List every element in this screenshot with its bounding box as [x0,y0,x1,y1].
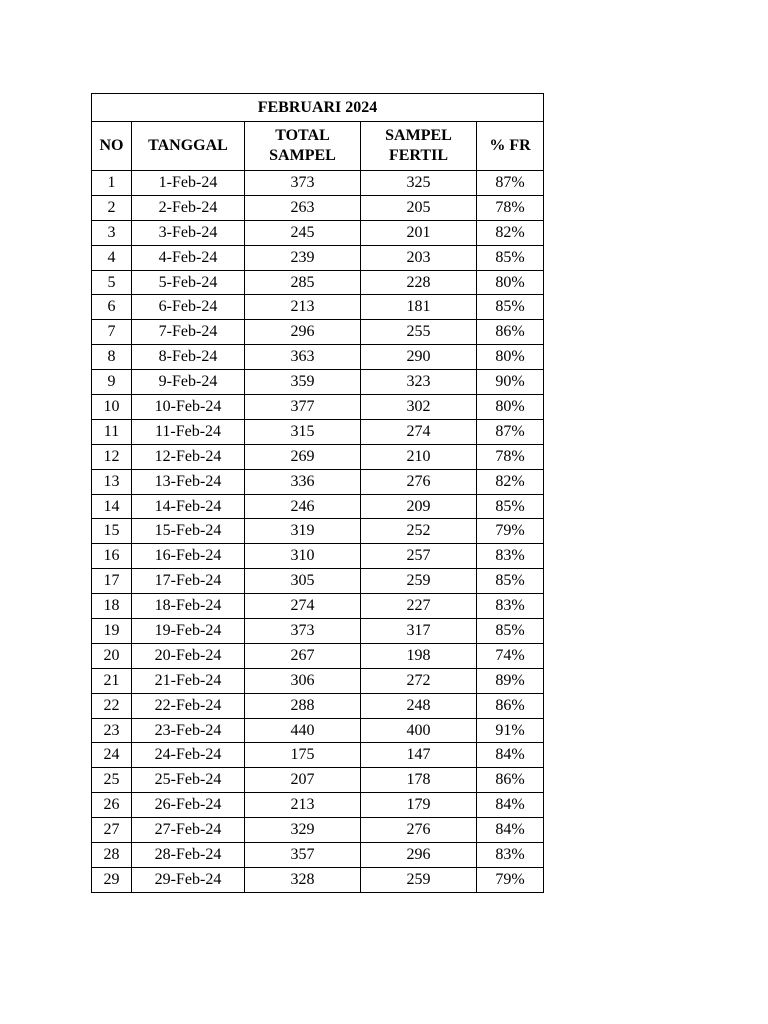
cell-no: 20 [92,643,132,668]
cell-fertility-rate: 84% [477,743,544,768]
cell-date: 10-Feb-24 [132,395,245,420]
table-title-row [92,94,544,122]
table-row [92,270,544,295]
cell-date: 1-Feb-24 [132,171,245,196]
cell-fertility-rate: 86% [477,768,544,793]
cell-fertile-sample: 259 [361,569,477,594]
cell-fertile-sample: 248 [361,693,477,718]
cell-date: 18-Feb-24 [132,594,245,619]
cell-total-sample: 319 [245,519,361,544]
cell-fertile-sample: 276 [361,469,477,494]
cell-date: 26-Feb-24 [132,793,245,818]
cell-date: 16-Feb-24 [132,544,245,569]
header-date: TANGGAL [132,122,245,171]
cell-no: 14 [92,494,132,519]
cell-date: 2-Feb-24 [132,195,245,220]
cell-date: 29-Feb-24 [132,867,245,892]
table-row [92,619,544,644]
cell-total-sample: 267 [245,643,361,668]
cell-no: 19 [92,619,132,644]
table-row [92,345,544,370]
table-row [92,320,544,345]
table-row [92,793,544,818]
cell-fertility-rate: 79% [477,867,544,892]
cell-date: 21-Feb-24 [132,668,245,693]
cell-total-sample: 357 [245,843,361,868]
table-row [92,195,544,220]
cell-fertility-rate: 74% [477,643,544,668]
table-row [92,395,544,420]
cell-date: 28-Feb-24 [132,843,245,868]
cell-no: 15 [92,519,132,544]
cell-fertile-sample: 205 [361,195,477,220]
header-total-line2: SAMPEL [269,147,336,164]
table-row [92,544,544,569]
cell-total-sample: 296 [245,320,361,345]
cell-fertility-rate: 82% [477,469,544,494]
cell-fertility-rate: 87% [477,171,544,196]
cell-fertile-sample: 209 [361,494,477,519]
cell-fertile-sample: 178 [361,768,477,793]
cell-date: 17-Feb-24 [132,569,245,594]
cell-fertility-rate: 80% [477,345,544,370]
cell-total-sample: 310 [245,544,361,569]
cell-no: 29 [92,867,132,892]
table-row [92,295,544,320]
cell-no: 7 [92,320,132,345]
cell-date: 14-Feb-24 [132,494,245,519]
table-row [92,494,544,519]
table-row [92,818,544,843]
cell-total-sample: 336 [245,469,361,494]
table-row [92,245,544,270]
table-row [92,643,544,668]
cell-no: 22 [92,693,132,718]
cell-fertile-sample: 325 [361,171,477,196]
table-row [92,768,544,793]
cell-total-sample: 329 [245,818,361,843]
cell-date: 24-Feb-24 [132,743,245,768]
cell-fertility-rate: 85% [477,569,544,594]
table-row [92,171,544,196]
cell-total-sample: 246 [245,494,361,519]
cell-total-sample: 213 [245,295,361,320]
fertility-table [91,93,544,893]
cell-fertility-rate: 83% [477,843,544,868]
cell-no: 4 [92,245,132,270]
cell-fertile-sample: 317 [361,619,477,644]
table-row [92,370,544,395]
cell-no: 27 [92,818,132,843]
cell-total-sample: 175 [245,743,361,768]
cell-fertile-sample: 290 [361,345,477,370]
cell-fertility-rate: 85% [477,295,544,320]
cell-fertile-sample: 323 [361,370,477,395]
cell-date: 6-Feb-24 [132,295,245,320]
cell-fertile-sample: 227 [361,594,477,619]
cell-date: 8-Feb-24 [132,345,245,370]
cell-no: 3 [92,220,132,245]
cell-fertility-rate: 83% [477,544,544,569]
table-body [92,171,544,893]
cell-fertile-sample: 210 [361,444,477,469]
cell-no: 6 [92,295,132,320]
cell-fertile-sample: 274 [361,419,477,444]
cell-no: 12 [92,444,132,469]
table-row [92,594,544,619]
cell-total-sample: 269 [245,444,361,469]
header-no: NO [92,122,132,171]
cell-total-sample: 213 [245,793,361,818]
table-header-row [92,122,544,171]
cell-no: 16 [92,544,132,569]
cell-date: 7-Feb-24 [132,320,245,345]
cell-total-sample: 285 [245,270,361,295]
cell-total-sample: 315 [245,419,361,444]
cell-no: 2 [92,195,132,220]
cell-fertility-rate: 85% [477,245,544,270]
cell-date: 9-Feb-24 [132,370,245,395]
cell-fertile-sample: 181 [361,295,477,320]
cell-fertile-sample: 198 [361,643,477,668]
cell-date: 15-Feb-24 [132,519,245,544]
header-fertil-line2: FERTIL [388,147,448,164]
cell-fertile-sample: 257 [361,544,477,569]
cell-fertile-sample: 255 [361,320,477,345]
cell-no: 25 [92,768,132,793]
table-row [92,693,544,718]
cell-fertile-sample: 400 [361,718,477,743]
cell-fertility-rate: 86% [477,693,544,718]
cell-no: 26 [92,793,132,818]
cell-total-sample: 359 [245,370,361,395]
cell-fertility-rate: 84% [477,818,544,843]
table-title: FEBRUARI 2024 [92,94,544,122]
cell-fertility-rate: 82% [477,220,544,245]
cell-date: 13-Feb-24 [132,469,245,494]
cell-total-sample: 306 [245,668,361,693]
cell-fertile-sample: 228 [361,270,477,295]
cell-fertility-rate: 91% [477,718,544,743]
cell-fertility-rate: 83% [477,594,544,619]
cell-no: 10 [92,395,132,420]
cell-total-sample: 274 [245,594,361,619]
header-fertility-rate: % FR [477,122,544,171]
cell-date: 11-Feb-24 [132,419,245,444]
cell-fertility-rate: 80% [477,270,544,295]
table-row [92,519,544,544]
header-total-line1: TOTAL [275,127,330,144]
cell-total-sample: 305 [245,569,361,594]
cell-total-sample: 288 [245,693,361,718]
cell-no: 8 [92,345,132,370]
cell-total-sample: 440 [245,718,361,743]
cell-fertile-sample: 296 [361,843,477,868]
cell-total-sample: 207 [245,768,361,793]
cell-date: 4-Feb-24 [132,245,245,270]
cell-fertile-sample: 259 [361,867,477,892]
cell-fertile-sample: 302 [361,395,477,420]
cell-fertile-sample: 179 [361,793,477,818]
table-row [92,743,544,768]
table-row [92,668,544,693]
cell-fertility-rate: 80% [477,395,544,420]
cell-total-sample: 245 [245,220,361,245]
cell-date: 19-Feb-24 [132,619,245,644]
table-row [92,444,544,469]
cell-date: 5-Feb-24 [132,270,245,295]
cell-fertility-rate: 89% [477,668,544,693]
cell-fertile-sample: 147 [361,743,477,768]
cell-total-sample: 373 [245,619,361,644]
table-row [92,718,544,743]
cell-fertile-sample: 272 [361,668,477,693]
cell-fertility-rate: 79% [477,519,544,544]
cell-fertile-sample: 252 [361,519,477,544]
cell-no: 9 [92,370,132,395]
cell-total-sample: 263 [245,195,361,220]
cell-fertility-rate: 86% [477,320,544,345]
cell-date: 27-Feb-24 [132,818,245,843]
cell-no: 5 [92,270,132,295]
table-row [92,419,544,444]
cell-date: 25-Feb-24 [132,768,245,793]
table-row [92,843,544,868]
cell-fertile-sample: 203 [361,245,477,270]
table-row [92,469,544,494]
cell-fertility-rate: 78% [477,195,544,220]
cell-no: 1 [92,171,132,196]
cell-total-sample: 363 [245,345,361,370]
header-total-sample [245,122,361,171]
cell-fertility-rate: 85% [477,494,544,519]
cell-no: 24 [92,743,132,768]
cell-fertility-rate: 90% [477,370,544,395]
cell-total-sample: 328 [245,867,361,892]
table-row [92,867,544,892]
cell-fertility-rate: 78% [477,444,544,469]
header-fertile-sample [361,122,477,171]
cell-no: 18 [92,594,132,619]
cell-date: 3-Feb-24 [132,220,245,245]
cell-fertility-rate: 85% [477,619,544,644]
header-fertil-line1: SAMPEL [385,127,452,144]
cell-fertility-rate: 87% [477,419,544,444]
cell-fertility-rate: 84% [477,793,544,818]
cell-date: 22-Feb-24 [132,693,245,718]
cell-no: 11 [92,419,132,444]
cell-no: 13 [92,469,132,494]
cell-total-sample: 377 [245,395,361,420]
cell-date: 20-Feb-24 [132,643,245,668]
cell-no: 17 [92,569,132,594]
cell-date: 23-Feb-24 [132,718,245,743]
cell-no: 23 [92,718,132,743]
cell-no: 28 [92,843,132,868]
cell-no: 21 [92,668,132,693]
cell-total-sample: 373 [245,171,361,196]
table-row [92,569,544,594]
cell-fertile-sample: 201 [361,220,477,245]
table-row [92,220,544,245]
cell-total-sample: 239 [245,245,361,270]
cell-fertile-sample: 276 [361,818,477,843]
cell-date: 12-Feb-24 [132,444,245,469]
